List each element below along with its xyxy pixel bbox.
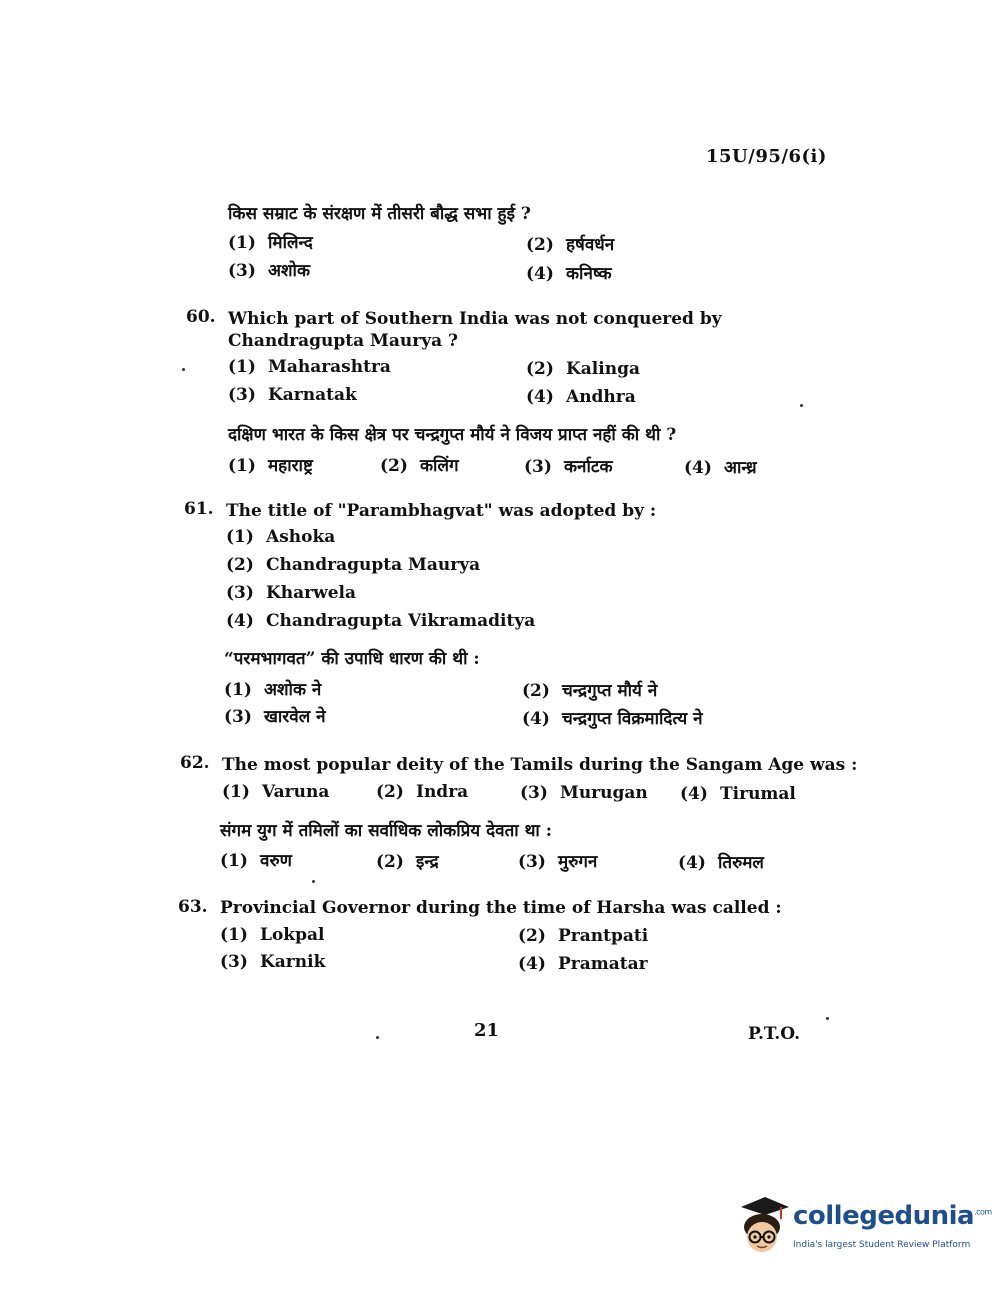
student-mascot-icon bbox=[735, 1193, 791, 1259]
option-3: (3) Karnik bbox=[220, 952, 326, 972]
option-3: (3) Karnatak bbox=[228, 385, 357, 405]
option-4: (4) Andhra bbox=[526, 387, 636, 407]
scan-speck bbox=[182, 368, 185, 371]
question-text-hindi: संगम युग में तमिलों का सर्वाधिक लोकप्रिय देवता था : bbox=[220, 821, 553, 841]
question-text-hindi: दक्षिण भारत के किस क्षेत्र पर चन्द्रगुप्त मौर्य ने विजय प्राप्त नहीं की थी ? bbox=[228, 425, 677, 445]
option-1-hindi: (1) अशोक ने bbox=[224, 680, 322, 700]
option-3-hindi: (3) खारवेल ने bbox=[224, 707, 326, 727]
option-2-hindi: (2) कलिंग bbox=[380, 456, 459, 476]
option-2: (2) हर्षवर्धन bbox=[526, 235, 615, 255]
logo-wordmark: collegedunia$^{.com}$ bbox=[793, 1201, 992, 1231]
option-4: (4) कनिष्क bbox=[526, 264, 612, 284]
question-number: 61. bbox=[184, 499, 214, 519]
question-text-hindi: किस सम्राट के संरक्षण में तीसरी बौद्ध सभा हुई ? bbox=[228, 204, 531, 224]
pto-marker: P.T.O. bbox=[748, 1024, 800, 1044]
option-4: (4) Tirumal bbox=[680, 784, 796, 804]
collegedunia-logo bbox=[735, 1193, 992, 1263]
option-2-hindi: (2) चन्द्रगुप्त मौर्य ने bbox=[522, 681, 658, 701]
option-3-hindi: (3) मुरुगन bbox=[518, 852, 598, 872]
option-1-hindi: (1) वरुण bbox=[220, 851, 292, 871]
option-1: (1) Varuna bbox=[222, 782, 330, 802]
page-number: 21 bbox=[474, 1020, 500, 1041]
option-1: (1) Ashoka bbox=[226, 527, 336, 547]
paper-code: 15U/95/6(i) bbox=[706, 146, 827, 167]
question-number: 62. bbox=[180, 753, 210, 773]
option-3-hindi: (3) कर्नाटक bbox=[524, 457, 613, 477]
scan-speck bbox=[312, 880, 315, 883]
option-2-hindi: (2) इन्द्र bbox=[376, 852, 439, 872]
option-4-hindi: (4) चन्द्रगुप्त विक्रमादित्य ने bbox=[522, 709, 703, 729]
question-text-hindi: “परमभागवत” की उपाधि धारण की थी : bbox=[224, 649, 480, 669]
option-2: (2) Prantpati bbox=[518, 926, 649, 946]
question-text: Which part of Southern India was not conquered by Chandragupta Maurya ? bbox=[228, 309, 722, 351]
question-number: 60. bbox=[186, 307, 216, 327]
option-3: (3) Kharwela bbox=[226, 583, 357, 603]
scan-speck bbox=[800, 404, 803, 407]
question-text: Provincial Governor during the time of Harsha was called : bbox=[220, 898, 782, 918]
option-3: (3) अशोक bbox=[228, 261, 311, 281]
scan-speck bbox=[376, 1036, 379, 1039]
option-4: (4) Pramatar bbox=[518, 954, 648, 974]
logo-tagline: India's largest Student Review Platform bbox=[793, 1240, 971, 1250]
option-1: (1) मिलिन्द bbox=[228, 233, 313, 253]
option-2: (2) Indra bbox=[376, 782, 469, 802]
question-text: The title of "Parambhagvat" was adopted by : bbox=[226, 501, 657, 521]
question-number: 63. bbox=[178, 897, 208, 917]
option-2: (2) Kalinga bbox=[526, 359, 640, 379]
option-4-hindi: (4) तिरुमल bbox=[678, 853, 764, 873]
option-4: (4) Chandragupta Vikramaditya bbox=[226, 611, 536, 631]
option-3: (3) Murugan bbox=[520, 783, 648, 803]
question-text: The most popular deity of the Tamils during the Sangam Age was : bbox=[222, 755, 858, 775]
option-1-hindi: (1) महाराष्ट्र bbox=[228, 456, 313, 476]
option-4-hindi: (4) आन्ध्र bbox=[684, 458, 757, 478]
option-2: (2) Chandragupta Maurya bbox=[226, 555, 481, 575]
scan-speck bbox=[826, 1017, 829, 1020]
option-1: (1) Lokpal bbox=[220, 925, 325, 945]
option-1: (1) Maharashtra bbox=[228, 357, 391, 377]
